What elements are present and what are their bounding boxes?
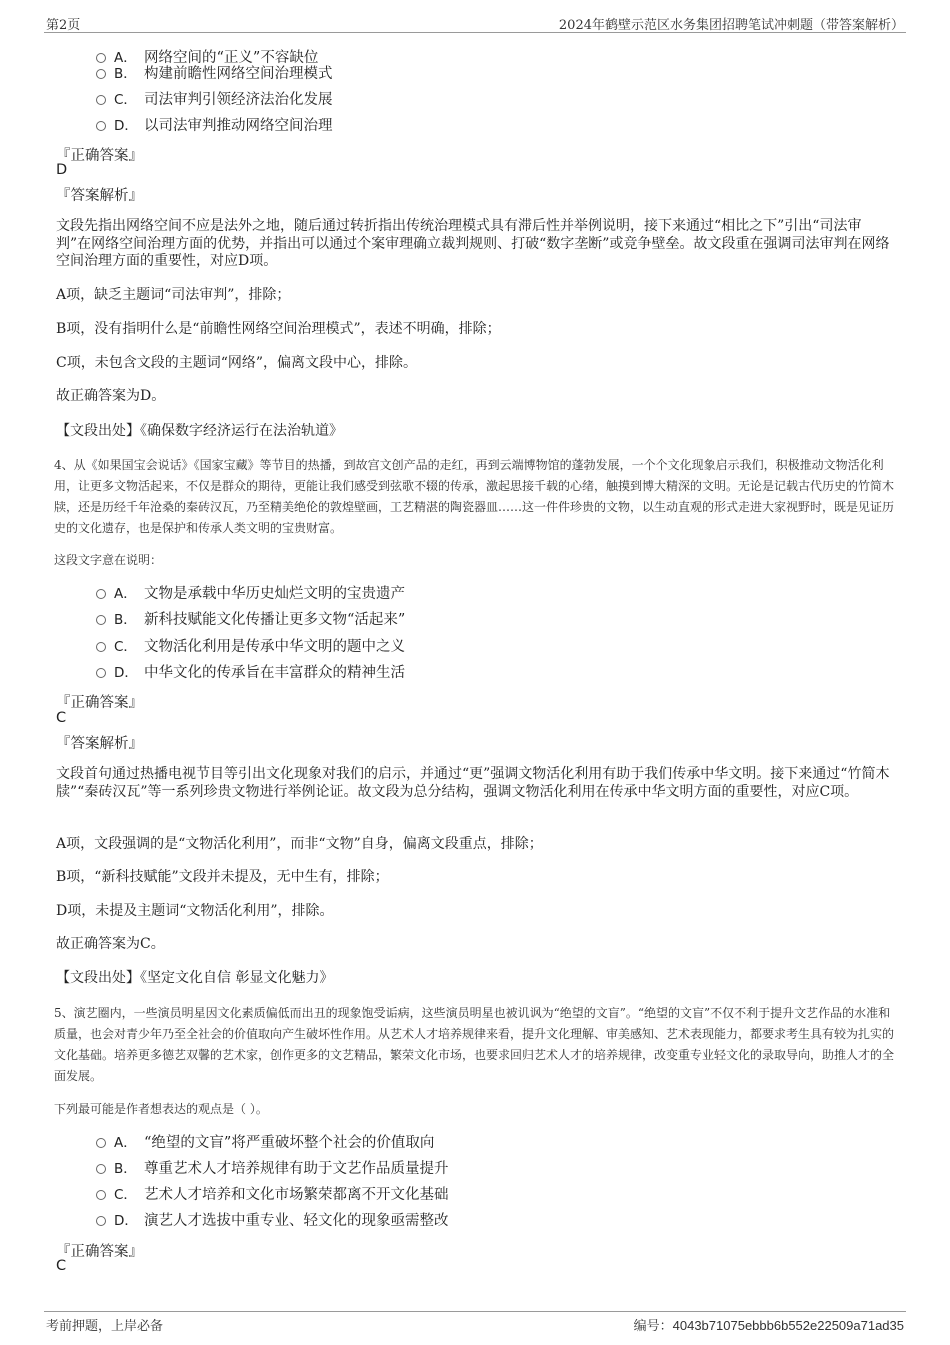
radio-icon[interactable] [96, 642, 106, 652]
q4-option-a[interactable]: A． 文物是承载中华历史灿烂文明的宝贵遗产 [96, 584, 405, 604]
analysis-line: B项，没有指明什么是“前瞻性网络空间治理模式”，表述不明确，排除； [56, 321, 501, 337]
radio-icon[interactable] [96, 69, 106, 79]
radio-icon[interactable] [96, 1216, 106, 1226]
analysis-paragraph: 文段先指出网络空间不应是法外之地，随后通过转折指出传统治理模式具有滞后性并举例说明，接下来通过“相比之下”引出“司法审判”在网络空间治理方面的优势，并指出可以通过个案审理确立裁判规则、打破“数字垄断”或竞争壁垒。故文段重在强调司法审判在网络空间治理方面的重要性，对应D项。 [56, 218, 890, 269]
analysis-line: A项，文段强调的是“文物活化利用”，而非“文物”自身，偏离文段重点，排除； [56, 836, 543, 852]
question-prompt: 下列最可能是作者想表达的观点是（ ）。 [54, 1102, 268, 1116]
analysis-conclusion: 故正确答案为C。 [56, 936, 165, 952]
page-number: 第2页 [46, 18, 81, 33]
document-title: 2024年鹤壁示范区水务集团招聘笔试冲刺题（带答案解析） [558, 18, 904, 33]
analysis-label: 『答案解析』 [56, 736, 143, 752]
q5-option-a[interactable]: A． “绝望的文盲”将严重破坏整个社会的价值取向 [96, 1133, 434, 1153]
radio-icon[interactable] [96, 615, 106, 625]
q4-option-d[interactable]: D． 中华文化的传承旨在丰富群众的精神生活 [96, 663, 405, 683]
document-code: 编号：4043b71075ebbb6b552e22509a71ad35 [633, 1318, 904, 1334]
page-header [44, 14, 906, 33]
radio-icon[interactable] [96, 1190, 106, 1200]
q3-option-c[interactable]: C． 司法审判引领经济法治化发展 [96, 90, 333, 110]
page-footer [44, 1311, 906, 1334]
analysis-line: D项，未提及主题词“文物活化利用”，排除。 [56, 903, 334, 919]
question-text: 4、从《如果国宝会说话》《国家宝藏》等节目的热播，到故宫文创产品的走红，再到云端博物馆的蓬勃发展，一个个文化现象启示我们，积极推动文物活化利用，让更多文物活起来，不仅是群众的期待，更能让我们感受到弦歌不辍的传承，激起思接千载的心绪，触摸到博大精深的文明。无论是记载古代历史的竹简木牍，还是历经千年沧桑的秦砖汉瓦，乃至精美绝伦的敦煌壁画，工艺精湛的陶瓷器皿……这一件件珍贵的文物，以生动直观的形式走进大家视野时，既是见证历史的文化遗存，也是保护和传承人类文明的宝贵财富。 [54, 458, 895, 535]
question-text: 5、演艺圈内，一些演员明星因文化素质偏低而出丑的现象饱受诟病，这些演员明星也被讥讽为“绝望的文盲”。“绝望的文盲”不仅不利于提升文艺作品的水准和质量，也会对青少年乃至全社会的价值取向产生破坏性作用。从艺术人才培养规律来看，提升文化理解、审美感知、艺术表现能力，都要求考生具有较为扎实的文化基础。培养更多德艺双馨的艺术家，创作更多的文艺精品，繁荣文化市场，也要求回归艺术人才的培养规律，改变重专业轻文化的录取导向，助推人才的全面发展。 [54, 1006, 895, 1083]
answer-value: D [56, 162, 68, 178]
radio-icon[interactable] [96, 121, 106, 131]
q4-option-c[interactable]: C． 文物活化利用是传承中华文明的题中之义 [96, 637, 405, 657]
q3-option-b[interactable]: B． 构建前瞻性网络空间治理模式 [96, 64, 333, 84]
answer-label: 『正确答案』 [56, 695, 143, 711]
q5-option-c[interactable]: C． 艺术人才培养和文化市场繁荣都离不开文化基础 [96, 1185, 449, 1205]
question-prompt: 这段文字意在说明： [54, 553, 163, 567]
q4-option-b[interactable]: B． 新科技赋能文化传播让更多文物“活起来” [96, 610, 405, 630]
radio-icon[interactable] [96, 589, 106, 599]
answer-value: C [56, 1258, 67, 1274]
analysis-line: A项，缺乏主题词“司法审判”，排除； [56, 287, 291, 303]
radio-icon[interactable] [96, 1138, 106, 1148]
analysis-line: B项，“新科技赋能”文段并未提及，无中生有，排除； [56, 869, 389, 885]
analysis-paragraph: 文段首句通过热播电视节目等引出文化现象对我们的启示，并通过“更”强调文物活化利用有助于我们传承中华文明。接下来通过“竹简木牍”“秦砖汉瓦”等一系列珍贵文物进行举例论证。故文段为总分结构，强调文物活化利用在传承中华文明方面的重要性，对应C项。 [56, 766, 890, 800]
source-citation: 【文段出处】《坚定文化自信 彰显文化魅力》 [56, 970, 334, 986]
q3-option-a[interactable]: A． 网络空间的“正义”不容缺位 [96, 48, 318, 68]
q5-option-d[interactable]: D． 演艺人才选拔中重专业、轻文化的现象亟需整改 [96, 1211, 449, 1231]
source-citation: 【文段出处】《确保数字经济运行在法治轨道》 [56, 423, 343, 439]
answer-value: C [56, 710, 67, 726]
answer-label: 『正确答案』 [56, 1244, 143, 1260]
radio-icon[interactable] [96, 53, 106, 63]
analysis-conclusion: 故正确答案为D。 [56, 388, 166, 404]
radio-icon[interactable] [96, 95, 106, 105]
analysis-label: 『答案解析』 [56, 188, 143, 204]
radio-icon[interactable] [96, 1164, 106, 1174]
footer-slogan: 考前押题，上岸必备 [46, 1319, 164, 1334]
q5-option-b[interactable]: B． 尊重艺术人才培养规律有助于文艺作品质量提升 [96, 1159, 449, 1179]
q3-option-d[interactable]: D． 以司法审判推动网络空间治理 [96, 116, 333, 136]
radio-icon[interactable] [96, 668, 106, 678]
answer-label: 『正确答案』 [56, 148, 143, 164]
analysis-line: C项，未包含文段的主题词“网络”，偏离文段中心，排除。 [56, 355, 418, 371]
